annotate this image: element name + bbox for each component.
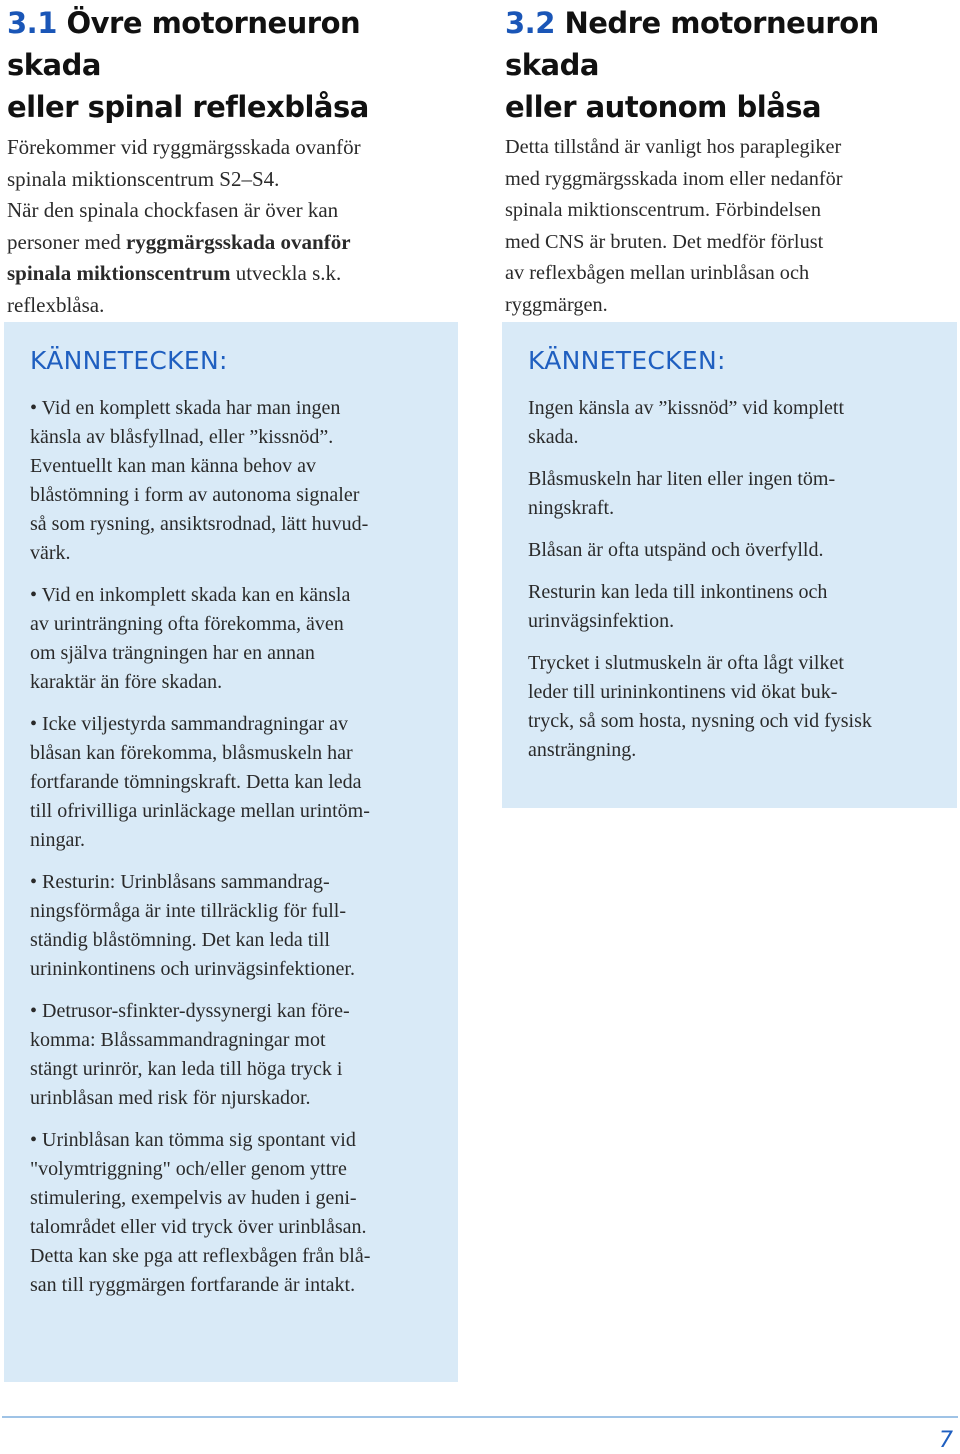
item-line: • Urinblåsan kan tömma sig spontant vid [30,1129,356,1151]
item-line: ständig blåstömning. Det kan leda till [30,929,330,951]
item-line: • Vid en inkomplett skada kan en känsla [30,584,351,606]
section-3-1 [7,0,462,321]
bullet-item [30,1126,438,1300]
item-line: värk. [30,542,71,564]
item-line: ningsförmåga är inte tillräcklig för full- [30,900,347,922]
intro-bold: spinala miktionscentrum [7,261,231,285]
intro-line: Förekommer vid ryggmärgsskada ovanför [7,135,361,159]
intro-line: spinala miktionscentrum. Förbindelsen [505,199,822,221]
item-line: Trycket i slutmuskeln är ofta lågt vilket [528,652,844,674]
item-line: fortfarande tömningskraft. Detta kan leda [30,771,362,793]
bullet-item [30,868,438,984]
item-line: så som rysning, ansiktsrodnad, lätt huvud- [30,513,369,535]
box-title: KÄNNETECKEN: [30,346,228,375]
page-number: 7 [939,1428,953,1453]
item-line: av urinträngning ofta förekomma, även [30,613,344,635]
heading-line-1: Nedre motorneuron skada [505,6,879,82]
intro-line: reflexblåsa. [7,292,105,317]
item-line: karaktär än före skadan. [30,671,223,693]
item-line: • Icke viljestyrda sammandragningar av [30,713,348,735]
heading-line-1: Övre motorneuron skada [7,6,361,82]
bullet-item [30,710,438,855]
item-line: om själva trängningen har en annan [30,642,315,664]
item-line: • Vid en komplett skada har man ingen [30,397,341,419]
intro-line: Detta tillstånd är vanligt hos paraplegiker [505,136,842,158]
item-line: "volymtriggning" och/eller genom yttre [30,1158,347,1180]
intro-line: med ryggmärgsskada inom eller nedanför [505,167,843,190]
intro-bold: ryggmärgsskada ovanför [125,229,351,254]
section-heading-3-2 [505,0,955,128]
item-line: skada. [528,426,579,448]
section-intro [7,132,462,321]
item-line: Ingen känsla av ”kissnöd” vid komplett [528,397,845,419]
section-3-2 [505,0,955,321]
list-item [528,578,937,636]
item-line: urinblåsan med risk för njurskador. [30,1087,311,1109]
footer-divider [2,1416,958,1418]
item-line: blåstömning i form av autonoma signaler [30,484,360,506]
bullet-item [30,997,438,1113]
box-title: KÄNNETECKEN: [528,346,726,375]
item-line: urininkontinens och urinvägsinfektioner. [30,958,355,980]
list-item [528,536,937,565]
box-content [528,344,937,778]
intro-line: med CNS är bruten. Det medför förlust [505,230,824,253]
section-number: 3.1 [7,6,57,40]
item-line: Blåsmuskeln har liten eller ingen töm- [528,468,836,490]
intro-line: utveckla s.k. [230,261,342,285]
bullet-item [30,581,438,697]
list-item [528,465,937,523]
section-number: 3.2 [505,6,555,40]
heading-line-2: eller spinal reflexblåsa [7,90,369,124]
item-line: san till ryggmärgen fortfarande är intakt. [30,1274,356,1296]
characteristics-box-right [502,322,957,808]
item-line: Detta kan ske pga att reflexbågen från blå- [30,1245,371,1267]
item-line: blåsan kan förekomma, blåsmuskeln har [30,742,353,764]
item-line: stimulering, exempelvis av huden i geni- [30,1187,357,1209]
item-line: tryck, så som hosta, nysning och vid fysisk [528,710,872,732]
item-line: ansträngning. [528,739,637,761]
list-item [528,649,937,765]
item-line: Blåsan är ofta utspänd och överfylld. [528,539,824,561]
item-line: komma: Blåssammandragningar mot [30,1029,326,1051]
item-line: urinvägsinfektion. [528,610,675,632]
intro-line: personer med [7,229,126,254]
section-heading-3-1 [7,0,462,128]
intro-line: När den spinala chockfasen är över kan [7,198,339,222]
item-line: stängt urinrör, kan leda till höga tryck i [30,1058,343,1080]
item-line: ningar. [30,829,85,851]
item-line: • Detrusor-sfinkter-dyssynergi kan före- [30,1000,350,1022]
item-line: känsla av blåsfyllnad, eller ”kissnöd”. [30,426,334,448]
item-line: leder till urininkontinens vid ökat buk- [528,681,838,703]
section-intro [505,132,955,321]
list-item [528,394,937,452]
item-line: ningskraft. [528,497,615,519]
item-line: • Resturin: Urinblåsans sammandrag- [30,871,330,893]
box-content [30,344,438,1313]
intro-line: av reflexbågen mellan urinblåsan och [505,262,810,284]
bullet-item [30,394,438,568]
item-line: Resturin kan leda till inkontinens och [528,581,828,603]
item-line: Eventuellt kan man känna behov av [30,455,317,477]
item-line: talområdet eller vid tryck över urinblåsan. [30,1216,367,1238]
intro-line: ryggmärgen. [505,293,608,316]
intro-line: spinala miktionscentrum S2–S4. [7,166,280,191]
heading-line-2: eller autonom blåsa [505,90,822,124]
item-line: till ofrivilliga urinläckage mellan urintöm- [30,800,370,822]
characteristics-box-left [4,322,458,1382]
